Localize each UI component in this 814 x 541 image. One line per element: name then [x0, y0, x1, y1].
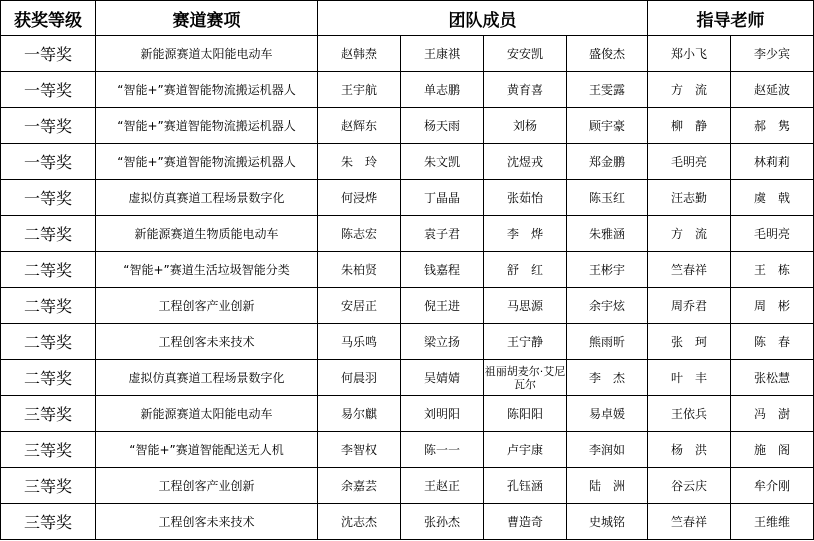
table-row: [1, 144, 814, 180]
team-member-cell: 曹造奇: [484, 504, 567, 540]
track-cell: 工程创客未来技术: [96, 324, 318, 360]
track-cell: “智能+”赛道智能物流搬运机器人: [96, 108, 318, 144]
team-member-cell: 王赵正: [401, 468, 484, 504]
track-cell: 工程创客产业创新: [96, 468, 318, 504]
team-member-cell: 黄育喜: [484, 72, 567, 108]
award-level-cell: 二等奖: [1, 360, 96, 396]
team-member-cell: 吴婧婧: [401, 360, 484, 396]
advisor-cell: 牟介刚: [731, 468, 814, 504]
team-member-cell: 陈一一: [401, 432, 484, 468]
team-member-cell: 陈玉红: [567, 180, 648, 216]
table-row: [1, 180, 814, 216]
advisor-cell: 谷云庆: [648, 468, 731, 504]
team-member-cell: 王彬宇: [567, 252, 648, 288]
award-level-cell: 三等奖: [1, 396, 96, 432]
advisor-cell: 柳 静: [648, 108, 731, 144]
team-member-cell: 李 杰: [567, 360, 648, 396]
team-member-cell: 杨天雨: [401, 108, 484, 144]
team-member-cell: 何浸烨: [318, 180, 401, 216]
advisor-cell: 方 流: [648, 72, 731, 108]
team-member-cell: 王宇航: [318, 72, 401, 108]
track-cell: “智能+”赛道生活垃圾智能分类: [96, 252, 318, 288]
advisor-cell: 汪志勤: [648, 180, 731, 216]
advisor-cell: 方 流: [648, 216, 731, 252]
team-member-cell: 钱嘉程: [401, 252, 484, 288]
team-member-cell: 张茹怡: [484, 180, 567, 216]
table-header: [1, 1, 814, 36]
team-member-cell: 舒 红: [484, 252, 567, 288]
team-member-cell: 倪王进: [401, 288, 484, 324]
award-level-cell: 二等奖: [1, 252, 96, 288]
award-level-cell: 三等奖: [1, 504, 96, 540]
award-level-cell: 一等奖: [1, 72, 96, 108]
team-member-cell: 余嘉芸: [318, 468, 401, 504]
table-row: [1, 108, 814, 144]
team-member-cell: 朱文凯: [401, 144, 484, 180]
team-member-cell: 刘明阳: [401, 396, 484, 432]
team-member-cell: 李 烨: [484, 216, 567, 252]
award-level-cell: 一等奖: [1, 108, 96, 144]
team-member-cell: 陆 洲: [567, 468, 648, 504]
team-member-cell: 易卓媛: [567, 396, 648, 432]
team-member-cell: 祖丽胡麦尔·艾尼瓦尔: [484, 360, 567, 396]
advisor-cell: 竺春祥: [648, 252, 731, 288]
award-level-cell: 一等奖: [1, 180, 96, 216]
advisor-cell: 王维维: [731, 504, 814, 540]
header-advisor: 指导老师: [648, 1, 814, 36]
team-member-cell: 赵韩焘: [318, 36, 401, 72]
advisor-cell: 周乔君: [648, 288, 731, 324]
team-member-cell: 顾宇豪: [567, 108, 648, 144]
table-row: [1, 252, 814, 288]
header-level: 获奖等级: [1, 1, 96, 36]
team-member-cell: 张孙杰: [401, 504, 484, 540]
team-member-cell: 卢宇康: [484, 432, 567, 468]
advisor-cell: 张松慧: [731, 360, 814, 396]
award-level-cell: 一等奖: [1, 36, 96, 72]
award-level-cell: 二等奖: [1, 324, 96, 360]
advisor-cell: 李少宾: [731, 36, 814, 72]
team-member-cell: 易尔麒: [318, 396, 401, 432]
team-member-cell: 沈煜戎: [484, 144, 567, 180]
table-row: [1, 216, 814, 252]
team-member-cell: 孔钰涵: [484, 468, 567, 504]
header-track: 赛道赛项: [96, 1, 318, 36]
team-member-cell: 安安凯: [484, 36, 567, 72]
advisor-cell: 郝 隽: [731, 108, 814, 144]
table-body: [1, 36, 814, 540]
team-member-cell: 余宇炫: [567, 288, 648, 324]
team-member-cell: 袁子君: [401, 216, 484, 252]
track-cell: 新能源赛道太阳能电动车: [96, 396, 318, 432]
track-cell: 工程创客未来技术: [96, 504, 318, 540]
team-member-cell: 朱 玲: [318, 144, 401, 180]
team-member-cell: 朱柏贤: [318, 252, 401, 288]
award-level-cell: 一等奖: [1, 144, 96, 180]
advisor-cell: 周 彬: [731, 288, 814, 324]
track-cell: “智能+”赛道智能物流搬运机器人: [96, 72, 318, 108]
advisor-cell: 冯 澍: [731, 396, 814, 432]
team-member-cell: 丁晶晶: [401, 180, 484, 216]
track-cell: “智能+”赛道智能配送无人机: [96, 432, 318, 468]
award-level-cell: 二等奖: [1, 216, 96, 252]
award-level-cell: 二等奖: [1, 288, 96, 324]
track-cell: 虚拟仿真赛道工程场景数字化: [96, 180, 318, 216]
track-cell: 虚拟仿真赛道工程场景数字化: [96, 360, 318, 396]
team-member-cell: 郑金鹏: [567, 144, 648, 180]
header-row: [1, 1, 814, 36]
track-cell: 新能源赛道太阳能电动车: [96, 36, 318, 72]
award-level-cell: 三等奖: [1, 468, 96, 504]
advisor-cell: 陈 春: [731, 324, 814, 360]
advisor-cell: 赵延波: [731, 72, 814, 108]
team-member-cell: 安居正: [318, 288, 401, 324]
table-row: [1, 360, 814, 396]
advisor-cell: 林莉莉: [731, 144, 814, 180]
team-member-cell: 单志鹏: [401, 72, 484, 108]
team-member-cell: 王宁静: [484, 324, 567, 360]
table-row: [1, 36, 814, 72]
advisor-cell: 王 栋: [731, 252, 814, 288]
team-member-cell: 朱雅涵: [567, 216, 648, 252]
advisor-cell: 杨 洪: [648, 432, 731, 468]
team-member-cell: 史城铭: [567, 504, 648, 540]
team-member-cell: 何晨羽: [318, 360, 401, 396]
team-member-cell: 李润如: [567, 432, 648, 468]
advisor-cell: 毛明亮: [731, 216, 814, 252]
team-member-cell: 沈志杰: [318, 504, 401, 540]
table-row: [1, 396, 814, 432]
track-cell: “智能+”赛道智能物流搬运机器人: [96, 144, 318, 180]
table-row: [1, 468, 814, 504]
table-row: [1, 432, 814, 468]
team-member-cell: 李智权: [318, 432, 401, 468]
advisor-cell: 虞 戟: [731, 180, 814, 216]
advisor-cell: 施 阁: [731, 432, 814, 468]
team-member-cell: 马乐鸣: [318, 324, 401, 360]
advisor-cell: 毛明亮: [648, 144, 731, 180]
team-member-cell: 陈志宏: [318, 216, 401, 252]
table-row: [1, 72, 814, 108]
team-member-cell: 陈阳阳: [484, 396, 567, 432]
award-level-cell: 三等奖: [1, 432, 96, 468]
team-member-cell: 盛俊杰: [567, 36, 648, 72]
header-team: 团队成员: [318, 1, 648, 36]
track-cell: 工程创客产业创新: [96, 288, 318, 324]
advisor-cell: 郑小飞: [648, 36, 731, 72]
team-member-cell: 王康祺: [401, 36, 484, 72]
team-member-cell: 刘杨: [484, 108, 567, 144]
team-member-cell: 熊雨昕: [567, 324, 648, 360]
table-row: [1, 288, 814, 324]
table-row: [1, 324, 814, 360]
advisor-cell: 竺春祥: [648, 504, 731, 540]
table-row: [1, 504, 814, 540]
team-member-cell: 王雯露: [567, 72, 648, 108]
team-member-cell: 梁立扬: [401, 324, 484, 360]
advisor-cell: 叶 丰: [648, 360, 731, 396]
advisor-cell: 张 珂: [648, 324, 731, 360]
track-cell: 新能源赛道生物质能电动车: [96, 216, 318, 252]
team-member-cell: 赵辉东: [318, 108, 401, 144]
team-member-cell: 马思源: [484, 288, 567, 324]
advisor-cell: 王依兵: [648, 396, 731, 432]
